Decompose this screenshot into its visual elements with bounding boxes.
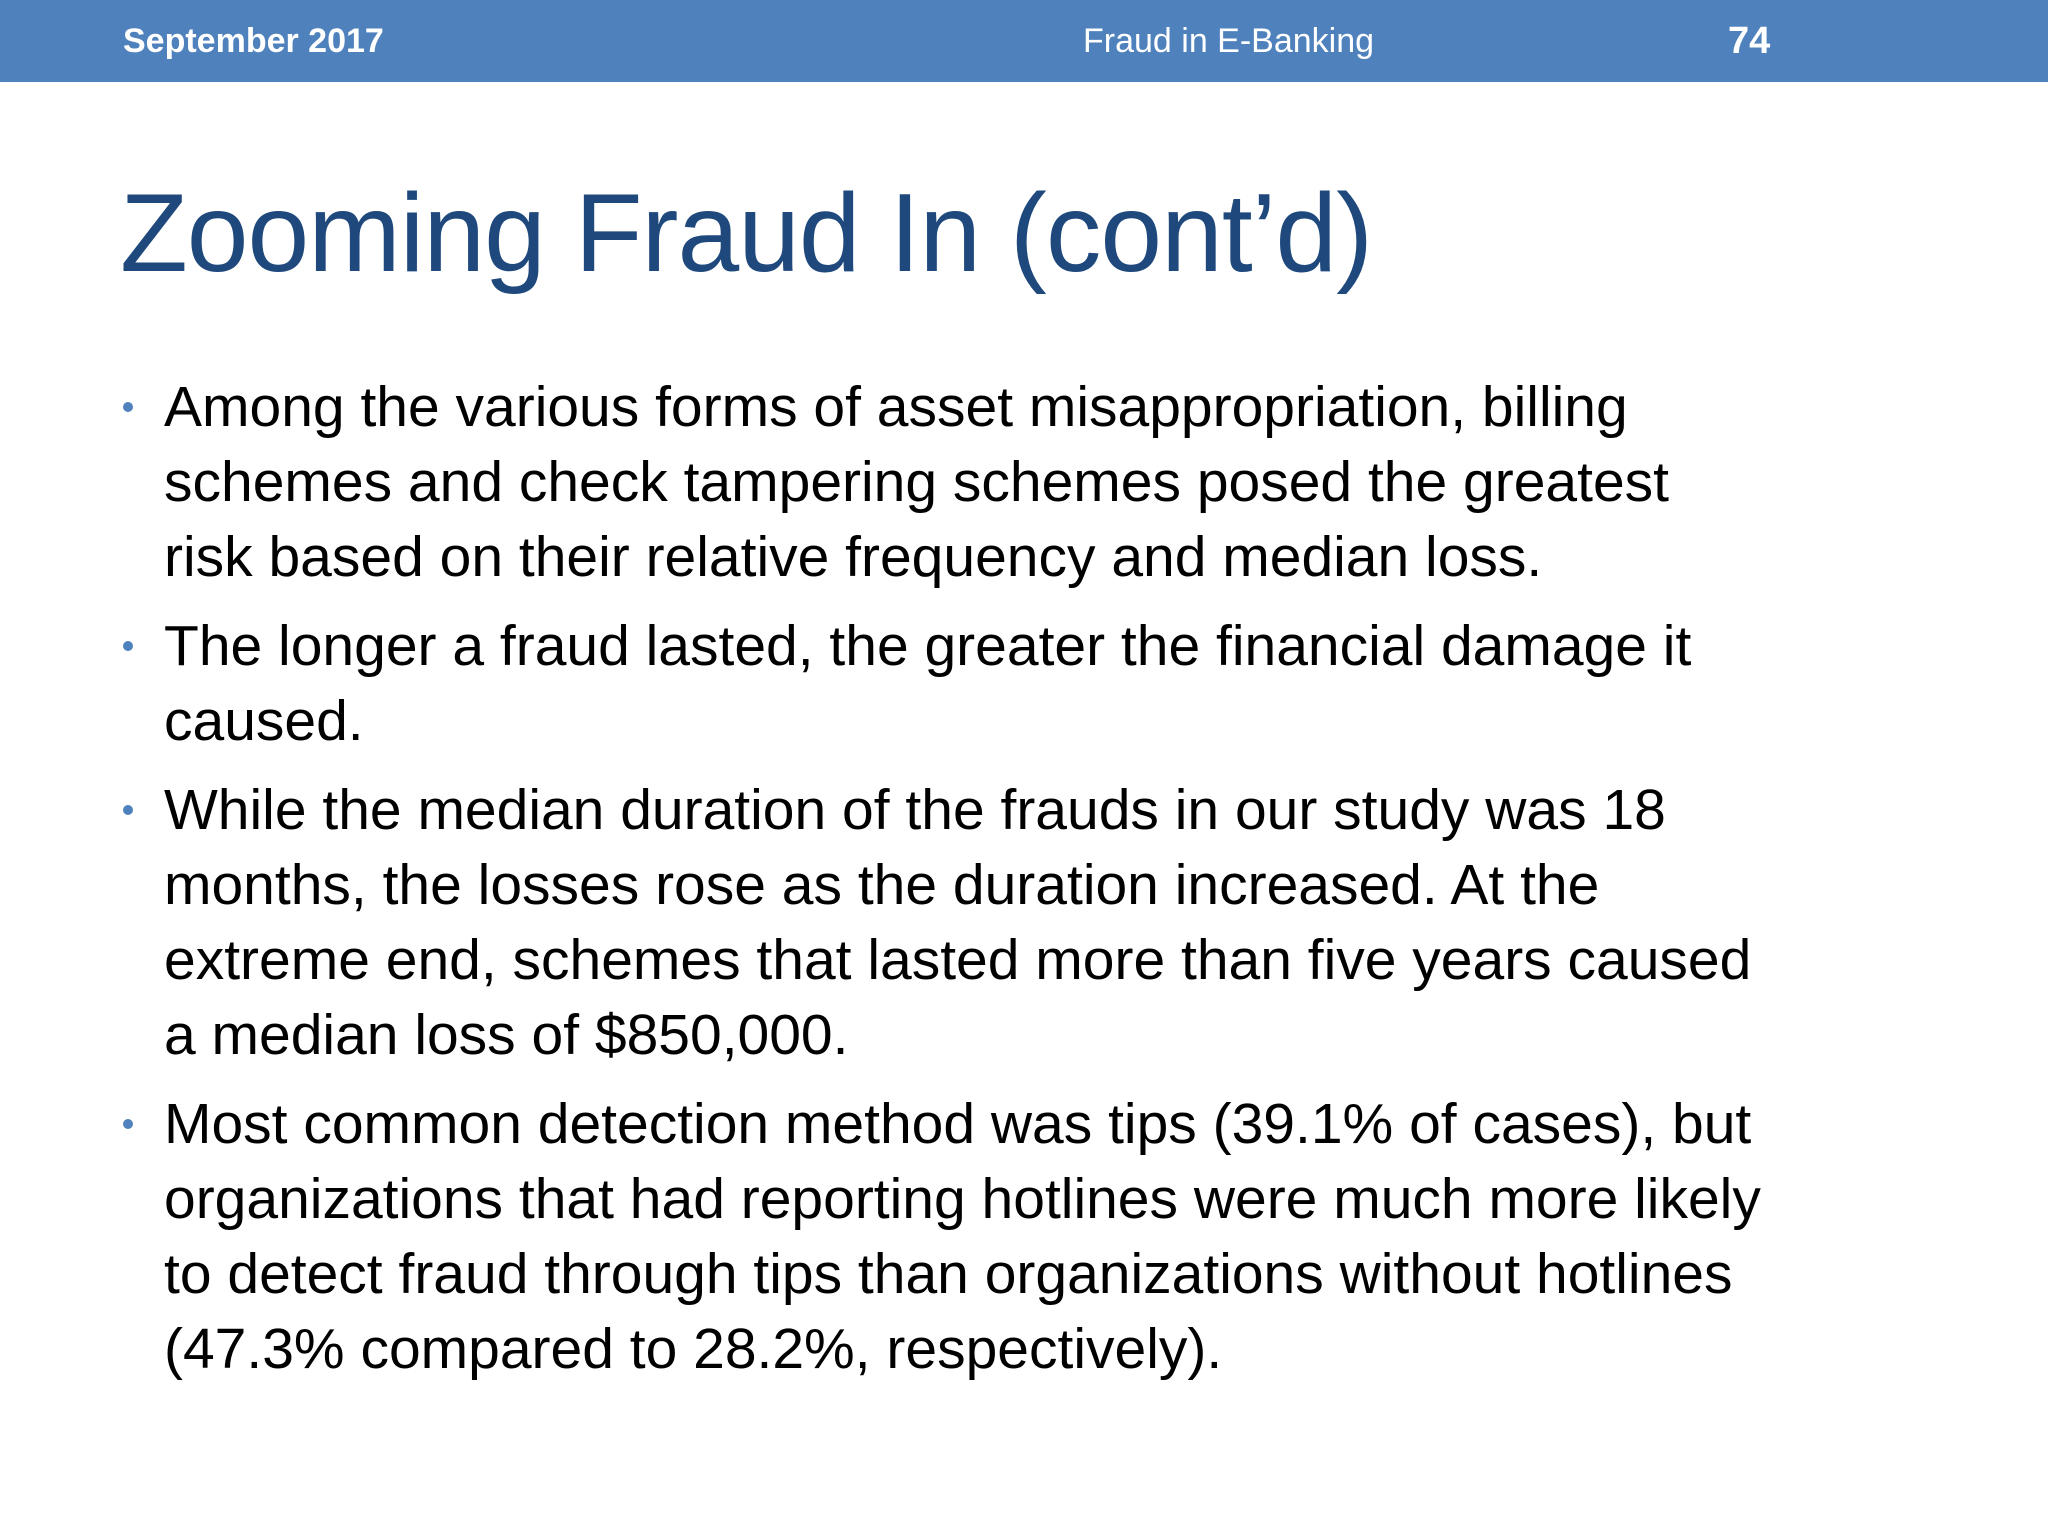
bullet-list [122,370,1952,1401]
bullet-text-line: schemes and check tampering schemes posed the greatest [164,450,1669,514]
bullet-item [122,1087,1952,1387]
bullet-text-line: caused. [164,689,364,753]
bullet-text-line: a median loss of $850,000. [164,1003,849,1067]
header-bar [0,0,2048,82]
bullet-text-line: The longer a fraud lasted, the greater the financial damage it [164,614,1692,678]
header-date: September 2017 [123,22,384,60]
bullet-text-line: Among the various forms of asset misappropriation, billing [164,375,1628,439]
bullet-text-line: While the median duration of the frauds in our study was 18 [164,778,1666,842]
bullet-text-line: organizations that had reporting hotlines were much more likely [164,1167,1761,1231]
bullet-text-line: to detect fraud through tips than organizations without hotlines [164,1242,1733,1306]
bullet-item [122,773,1952,1073]
bullet-text-line: risk based on their relative frequency and median loss. [164,525,1543,589]
bullet-icon [123,805,133,815]
bullet-item [122,370,1952,595]
bullet-icon [123,1119,133,1129]
bullet-text-line: months, the losses rose as the duration increased. At the [164,853,1600,917]
bullet-text-line: extreme end, schemes that lasted more than five years caused [164,928,1752,992]
page-number: 74 [1728,20,1771,62]
bullet-text-line: Most common detection method was tips (39.1% of cases), but [164,1092,1752,1156]
bullet-text-line: (47.3% compared to 28.2%, respectively). [164,1317,1223,1381]
bullet-icon [123,402,133,412]
header-topic: Fraud in E-Banking [1083,22,1375,60]
bullet-icon [123,641,133,651]
slide-title: Zooming Fraud In (cont’d) [120,171,1373,295]
bullet-item [122,609,1952,759]
